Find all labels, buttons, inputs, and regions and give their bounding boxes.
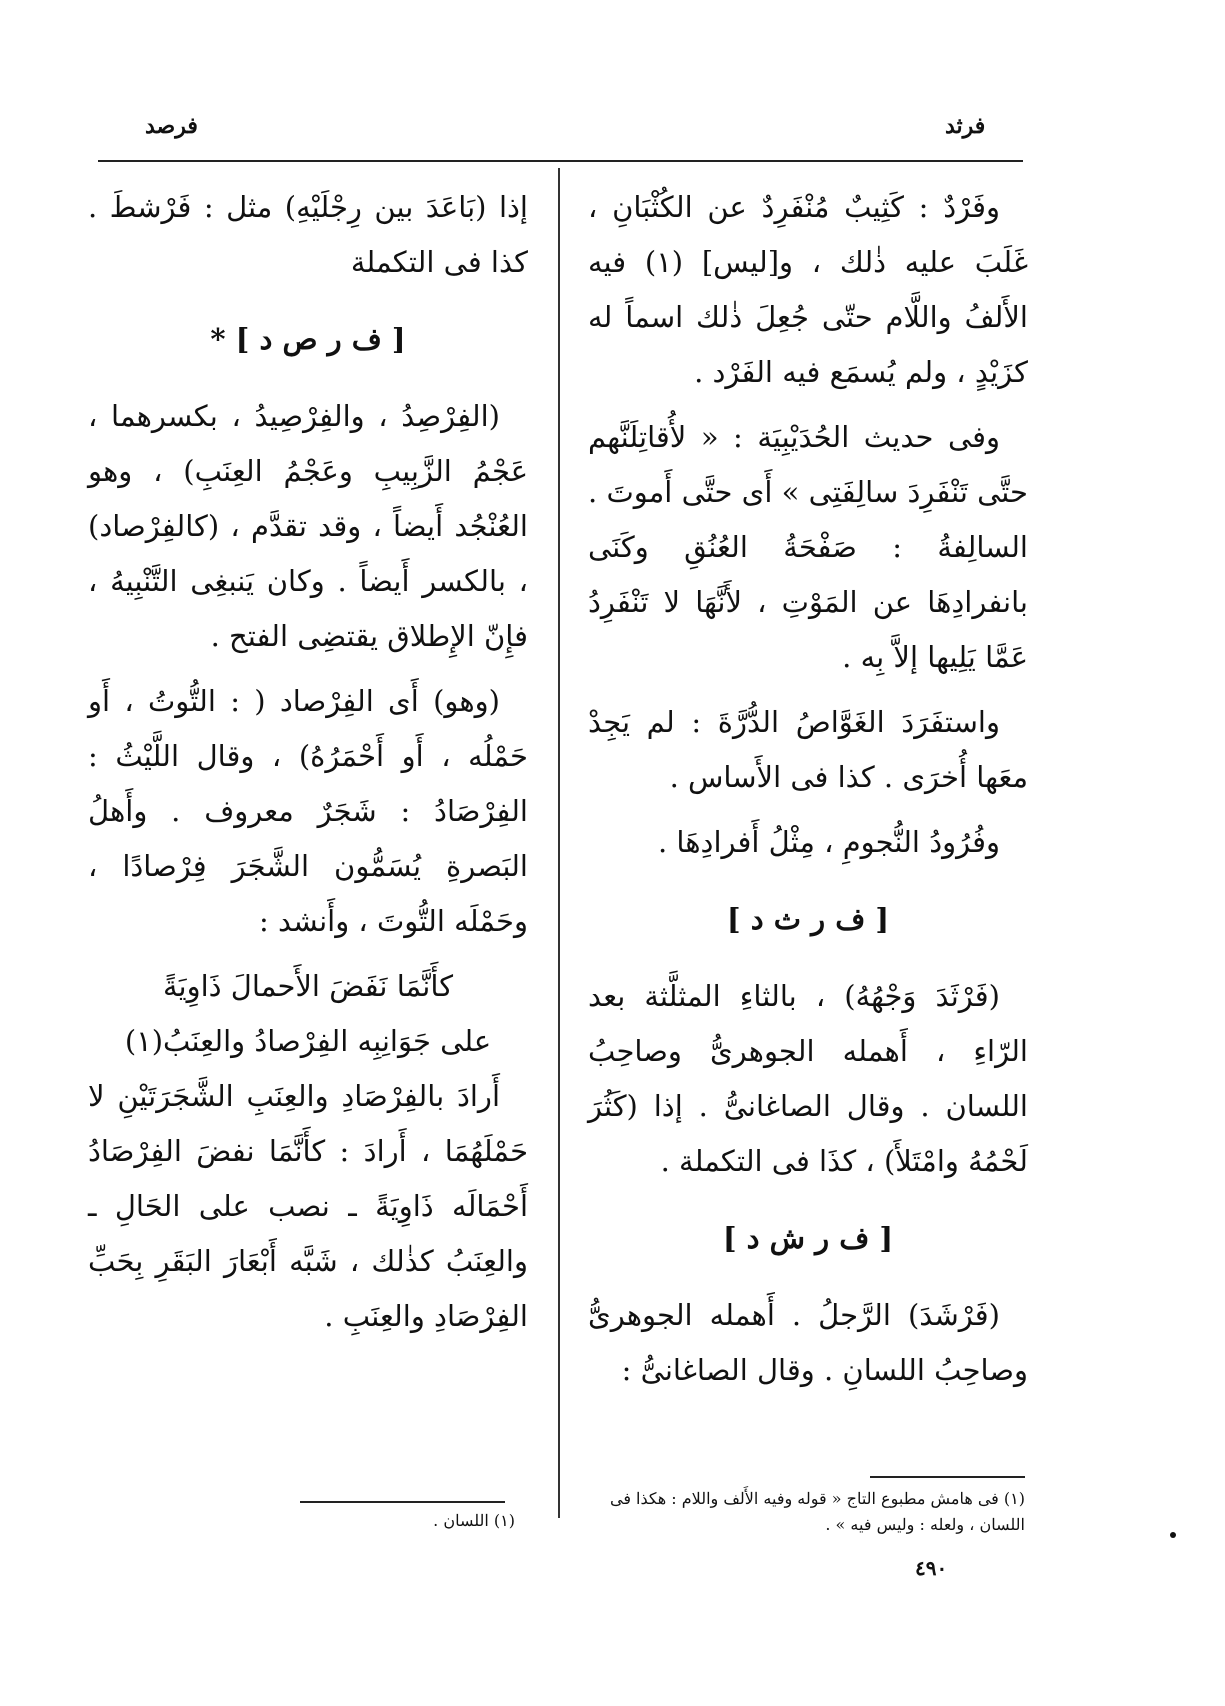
paragraph: (فَرْثَدَ وَجْهُهُ) ، بالثاءِ المثلَّثة بعد الرّاءِ ، أَهمله الجوهرىُّ وصاحِبُ اللسان . وقال الصاغانىُّ . إذا (كَثُرَ لَحْمُهُ وامْتَلأَ) ، كذَا فى التكملة . [588,979,1028,1178]
header-rule [98,160,1023,162]
page-header-right: فرثد [945,113,986,139]
paragraph: (وهو) أَى الفِرْصاد ( : التُّوتُ ، أَو حَمْلُه ، أَو أَحْمَرُهُ) ، وقال اللَّيْثُ : الفِرْصَادُ : شَجَرٌ معروف . وأَهلُ البَصرةِ يُسَمُّون الشَّجَرَ فِرْصادًا ، وحَمْلَه التُّوتَ ، وأَنشد : [88,684,528,938]
verse-line: كأَنَّمَا نَفَضَ الأَحمالَ ذَاوِيَةً [162,969,454,1003]
paragraph: واستفَرَدَ الغَوَّاصُ الدُّرَّةَ : لم يَجِدْ معَها أُخرَى . كذا فى الأَساس . [588,705,1028,794]
paragraph: وفى حديث الحُدَيْبِيَة : « لأُقاتِلَنَّهم حتَّى تَنْفَرِدَ سالِفَتِى » أَى حتَّى أَموتَ . السالِفةُ : صَفْحَةُ العُنُقِ وكَنَى بانفرادِهَا عن المَوْتِ ، لأَنَّهَا لا تَنْفَرِدُ عَمَّا يَلِيها إلاَّ بِه . [588,420,1028,674]
entry-heading: [ ف ر ث د ] [726,902,890,936]
paragraph: إذا (بَاعَدَ بين رِجْلَيْهِ) مثل : فَرْشطَ . كذا فى التكملة [88,190,528,279]
paragraph: أَرادَ بالفِرْصَادِ والعِنَبِ الشَّجَرَتَيْنِ لا حَمْلَهُمَا ، أَرادَ : كأَنَّمَا نفضَ الفِرْصَادُ أَحْمَالَه ذَاوِيَةً ـ نصب على الحَالِ ـ والعِنَبُ كذٰلك ، شَبَّه أَبْعَارَ البَقَرِ بِحَبِّ الفِرْصَادِ والعِنَبِ . [88,1079,528,1333]
footnote-left: (١) اللسان . [433,1511,515,1530]
page-number: ٤٩٠ [915,1556,948,1580]
footnote-rule [870,1476,1025,1478]
footnote-right: (١) فى هامش مطبوع التاج « قوله وفيه الأَلف واللام : هكذا فى اللسان ، ولعله : وليس فيه » . [609,1489,1025,1534]
entry-heading: [ ف ر ش د ] [722,1221,894,1255]
column-divider [558,168,560,1518]
paragraph: وفُرُودُ النُّجومِ ، مِثْلُ أَفرادِهَا . [657,825,1000,859]
paragraph: وفَرْدٌ : كَثِيبٌ مُنْفَرِدٌ عن الكُثْبَانِ ، غَلَبَ عليه ذٰلك ، و[ليس] (١) فيه الأَلفُ واللَّام حتّى جُعِلَ ذٰلك اسماً له كزَيْدٍ ، ولم يُسمَع فيه الفَرْد . [588,190,1028,389]
paragraph: (الفِرْصِدُ ، والفِرْصِيدُ ، بكسرهما ، عَجْمُ الزَّبِيبِ وعَجْمُ العِنَبِ) ، وهو العُنْجُد أَيضاً ، وقد تقدَّم ، (كالفِرْصاد) ، بالكسر أَيضاً . وكان يَنبغِى التَّنْبِيهُ ، فإِنّ الإِطلاق يقتضِى الفتح . [88,399,528,653]
right-column [588,180,1028,1408]
page-header-left: فرصد [145,113,198,139]
scan-dot [1170,1532,1176,1538]
footnote-rule [300,1501,505,1503]
verse-line: على جَوَانِبِه الفِرْصادُ والعِنَبُ(١) [124,1024,492,1058]
paragraph: (فَرْشَدَ) الرَّجلُ . أَهمله الجوهرىُّ وصاحِبُ اللسانِ . وقال الصاغانىُّ : [588,1298,1028,1387]
left-column [88,180,528,1354]
entry-heading: [ ف ر ص د ] * [210,322,406,356]
